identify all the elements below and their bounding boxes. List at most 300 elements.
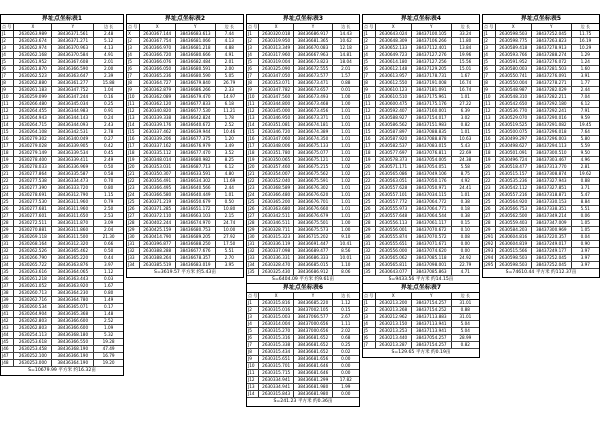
header-x: X (14, 24, 52, 30)
y-coordinate: 38436347.244 (52, 94, 94, 100)
table-row (483, 255, 599, 262)
x-coordinate: 2630612.148 (376, 66, 412, 72)
coordinate-table-6 (246, 283, 360, 407)
table-row (1, 59, 123, 66)
point-id: J31 (247, 241, 259, 247)
side-length: 3.95 (224, 262, 234, 267)
point-id: J13 (363, 115, 376, 121)
x-coordinate: 2630598.503 (496, 31, 532, 37)
y-coordinate: 38437112.401 (412, 45, 452, 51)
x-coordinate: 2630315.016 (259, 307, 294, 313)
table-row (1, 318, 123, 325)
x-coordinate: 2630264.455 (14, 108, 52, 114)
table-header (1, 24, 123, 31)
y-coordinate: 38436680.753 (176, 227, 216, 233)
x-coordinate: 2630499.297 (496, 136, 532, 142)
side-length: 0.10 (460, 227, 470, 232)
point-id: J20 (247, 164, 259, 170)
table-row (1, 290, 123, 297)
side-length: 5.43 (460, 143, 470, 148)
side-length: 8.75 (460, 171, 470, 176)
point-id: J5 (127, 59, 140, 65)
y-coordinate: 38436691.447 (294, 241, 332, 247)
side-length: 5.04 (460, 328, 470, 333)
x-coordinate: 2630564.920 (496, 199, 532, 205)
side-length: 3.97 (580, 255, 590, 260)
x-coordinate: 2630254.113 (14, 332, 52, 338)
y-coordinate: 38437154.257 (412, 300, 452, 306)
point-id: J14 (247, 391, 259, 397)
x-coordinate: 2630262.803 (14, 325, 52, 331)
point-id: J17 (483, 143, 496, 149)
y-coordinate: 38436686.912 (294, 269, 332, 275)
y-coordinate: 38436675.215 (294, 164, 332, 170)
table-row (1, 66, 123, 73)
table-row (1, 150, 123, 157)
table-row (247, 241, 359, 248)
table-row (127, 73, 243, 80)
table-row (247, 363, 359, 370)
x-coordinate: 2630613.957 (376, 73, 412, 79)
table-row (363, 199, 479, 206)
point-id: J44 (1, 332, 14, 338)
table-row (247, 192, 359, 199)
y-coordinate: 38437278.913 (532, 45, 572, 51)
point-id: J30 (127, 234, 140, 240)
side-length: 1.01 (341, 199, 351, 204)
x-coordinate: 2630262.974 (14, 45, 52, 51)
table-row (127, 234, 243, 241)
y-coordinate: 38437127.256 (412, 59, 452, 65)
table-row (247, 115, 359, 122)
x-coordinate: 2630563.051 (376, 178, 412, 184)
point-id: J21 (127, 171, 140, 177)
point-id: J28 (363, 220, 376, 226)
y-coordinate: 38436365.071 (52, 304, 94, 310)
side-length: 1.48 (103, 311, 114, 316)
y-coordinate: 38437085.118 (412, 255, 452, 261)
x-coordinate: 2630367.144 (140, 31, 176, 37)
x-coordinate: 2630314.004 (259, 321, 294, 327)
table-row (1, 80, 123, 87)
table-row (1, 283, 123, 290)
point-id: J43 (1, 325, 14, 331)
side-length: 2.53 (103, 213, 114, 218)
point-id: J21 (363, 171, 376, 177)
table-row (363, 108, 479, 115)
x-coordinate: 2630648.309 (376, 38, 412, 44)
side-length: 1.01 (341, 185, 351, 190)
x-coordinate: 2630313.349 (259, 45, 294, 51)
point-id: J47 (1, 353, 14, 359)
table-row (127, 31, 243, 38)
point-id: J42 (1, 318, 14, 324)
side-length: 0.44 (103, 255, 114, 260)
y-coordinate: 38436681.365 (294, 38, 332, 44)
y-coordinate: 38437327.851 (532, 185, 572, 191)
side-length: 0.88 (460, 307, 470, 312)
point-id: J40 (1, 304, 14, 310)
x-coordinate: 2630498.627 (496, 143, 532, 149)
y-coordinate: 38437106.266 (412, 38, 452, 44)
y-coordinate: 38437220.357 (532, 234, 572, 240)
y-coordinate: 38437288.274 (532, 52, 572, 58)
x-coordinate: 2630548.310 (496, 94, 532, 100)
table-row (363, 143, 479, 150)
side-length: 9.50 (580, 150, 590, 155)
header-x: X (496, 24, 532, 30)
x-coordinate: 2630340.820 (140, 108, 176, 114)
x-coordinate: 2630277.864 (14, 171, 52, 177)
table-row (483, 136, 599, 143)
side-length: 1.01 (341, 143, 351, 148)
side-length: 1.57 (341, 73, 351, 78)
x-coordinate: 2630339.206 (140, 136, 176, 142)
y-coordinate: 38437278.271 (532, 80, 572, 86)
header-dist: 边 长 (224, 24, 234, 29)
side-length: 5.05 (224, 73, 234, 78)
table-row (247, 262, 359, 269)
side-length: 1.00 (341, 227, 351, 232)
y-coordinate: 38437252.045 (532, 31, 572, 37)
table-row (1, 255, 123, 262)
point-id: J31 (127, 241, 140, 247)
x-coordinate: 2630315.843 (259, 391, 294, 397)
header-x: X (259, 293, 294, 299)
y-coordinate: 38436677.470 (176, 150, 216, 156)
table-row (363, 150, 479, 157)
side-length: 2.01 (341, 66, 351, 71)
header-y: Y (176, 24, 216, 30)
point-id: J15 (483, 129, 496, 135)
y-coordinate: 38437191.008 (412, 80, 452, 86)
table-row (127, 213, 243, 220)
table-header (483, 24, 599, 31)
point-id: J41 (1, 311, 14, 317)
table-row (363, 300, 479, 307)
x-coordinate: 2630317.960 (259, 52, 294, 58)
x-coordinate: 2630315.434 (259, 349, 294, 355)
table-row (363, 234, 479, 241)
point-id: J30 (1, 234, 14, 240)
point-id: J6 (483, 66, 496, 72)
table-row (1, 346, 123, 353)
x-coordinate: 2630264.108 (14, 129, 52, 135)
point-id: J26 (363, 206, 376, 212)
table-row (127, 178, 243, 185)
table-row (483, 241, 599, 248)
table-row (1, 143, 123, 150)
table-row (483, 157, 599, 164)
y-coordinate: 38436681.646 (294, 363, 332, 369)
side-length: 19.28 (102, 339, 115, 344)
side-length: 11.21 (223, 108, 236, 113)
side-length: 6.12 (224, 164, 234, 169)
table-row (1, 220, 123, 227)
y-coordinate: 38436683.613 (176, 31, 216, 37)
x-coordinate: 2630592.407 (376, 108, 412, 114)
header-no: 点 号 (248, 24, 258, 29)
table-row (363, 87, 479, 94)
y-coordinate: 38437064.771 (412, 206, 452, 212)
table-row (363, 178, 479, 185)
x-coordinate: 2630362.120 (140, 101, 176, 107)
y-coordinate: 38436681.218 (176, 45, 216, 51)
point-id: J5 (247, 59, 259, 65)
side-length: 17.50 (223, 241, 236, 246)
header-dist: 边 长 (341, 24, 351, 29)
point-id: J33 (363, 255, 376, 261)
y-coordinate: 38437088.878 (412, 136, 452, 142)
point-id: J11 (483, 101, 496, 107)
area-summary: S=129.65 平方米 约0.19亩 (391, 350, 451, 355)
point-id: J3 (247, 314, 259, 320)
side-length: 10.41 (339, 241, 352, 246)
point-id: J294 (483, 255, 496, 261)
table-row (247, 220, 359, 227)
point-id: J1 (1, 31, 14, 37)
point-id: J4 (247, 321, 259, 327)
point-id: J1 (483, 31, 496, 37)
point-id: J3 (247, 45, 259, 51)
table-title: 界址点坐标表5 (483, 15, 599, 24)
x-coordinate: 2630501.091 (496, 150, 532, 156)
side-length: 1.02 (341, 157, 351, 162)
x-coordinate: 2630366.480 (259, 192, 294, 198)
point-id: J10 (127, 94, 140, 100)
point-id: J9 (483, 87, 496, 93)
x-coordinate: 2630548.987 (496, 87, 532, 93)
x-coordinate: 2630643.024 (376, 31, 412, 37)
table-row (363, 73, 479, 80)
side-length: 0.00 (341, 363, 351, 368)
table-row (483, 185, 599, 192)
side-length: 10.46 (223, 129, 236, 134)
y-coordinate: 38437070.672 (412, 227, 452, 233)
side-length: 2.67 (341, 314, 351, 319)
point-id: J35 (1, 269, 14, 275)
table-row (247, 321, 359, 328)
y-coordinate: 38436640.449 (176, 192, 216, 198)
y-coordinate: 38436363.920 (52, 283, 94, 289)
y-coordinate: 38437349.214 (532, 213, 572, 219)
coordinate-table-2 (126, 14, 244, 278)
table-row (127, 66, 243, 73)
side-length: 28.99 (459, 335, 472, 340)
table-header (127, 24, 243, 31)
side-length: 2.81 (580, 164, 590, 169)
y-coordinate: 38437338.351 (532, 206, 572, 212)
y-coordinate: 38437050.176 (412, 178, 452, 184)
x-coordinate: 2630261.052 (14, 283, 52, 289)
point-id: J24 (1, 192, 14, 198)
table-row (1, 87, 123, 94)
table-row (483, 213, 599, 220)
point-id: J8 (127, 80, 140, 86)
y-coordinate: 38436336.969 (52, 164, 94, 170)
header-x: X (376, 293, 412, 299)
x-coordinate: 2630261.218 (14, 276, 52, 282)
point-id: J5 (1, 59, 14, 65)
table-row (483, 52, 599, 59)
side-length: 33.24 (459, 31, 472, 36)
table-row (363, 213, 479, 220)
side-length: 1.24 (580, 59, 590, 64)
y-coordinate: 38437313.770 (532, 164, 572, 170)
point-id: J13 (1, 115, 14, 121)
y-coordinate: 38436681.066 (176, 38, 216, 44)
table-row (247, 38, 359, 45)
side-length: 0.02 (341, 349, 351, 354)
table-row (1, 206, 123, 213)
side-length: 4.96 (580, 157, 590, 162)
y-coordinate: 38437308.874 (532, 171, 572, 177)
table-row (363, 115, 479, 122)
point-id: J33 (247, 255, 259, 261)
header-dist: 边 长 (580, 24, 590, 29)
table-row (247, 342, 359, 349)
table-row (247, 87, 359, 94)
point-id: J292 (483, 241, 496, 247)
x-coordinate: 2630604.816 (496, 234, 532, 240)
point-id: J33 (1, 255, 14, 261)
x-coordinate: 2630347.560 (259, 94, 294, 100)
x-coordinate: 2630346.720 (259, 129, 294, 135)
side-length: 10.00 (223, 227, 236, 232)
x-coordinate: 2630259.099 (14, 94, 52, 100)
side-length: 47.49 (102, 346, 115, 351)
y-coordinate: 38437076.811 (412, 150, 452, 156)
table-row (483, 192, 599, 199)
point-id: J28 (483, 220, 496, 226)
table-row (483, 115, 599, 122)
header-y: Y (294, 24, 332, 30)
x-coordinate: 2630586.562 (376, 122, 412, 128)
y-coordinate: 38437303.467 (532, 157, 572, 163)
x-coordinate: 2630277.530 (14, 199, 52, 205)
x-coordinate: 2630562.500 (496, 213, 532, 219)
side-length: 1.60 (580, 66, 590, 71)
x-coordinate: 2630515.157 (496, 171, 532, 177)
area-summary: S=3619.57 平方米 约5.43亩 (154, 270, 216, 275)
x-coordinate: 2630342.511 (259, 213, 294, 219)
point-id: J34 (247, 262, 259, 268)
point-id: J24 (247, 192, 259, 198)
point-id: J28 (247, 220, 259, 226)
table-row (127, 206, 243, 213)
side-length: 1.01 (341, 213, 351, 218)
x-coordinate: 2630279.028 (14, 143, 52, 149)
x-coordinate: 2630550.741 (496, 73, 532, 79)
header-x: X (140, 24, 176, 30)
x-coordinate: 2630571.171 (376, 164, 412, 170)
side-length: 0.00 (341, 356, 351, 361)
table-row (363, 255, 479, 262)
side-length: 14.97 (223, 94, 236, 99)
table-row (127, 45, 243, 52)
point-id: J19 (483, 157, 496, 163)
point-id: J16 (127, 136, 140, 142)
x-coordinate: 2630366.720 (140, 52, 176, 58)
table-row (483, 73, 599, 80)
point-id: J12 (247, 108, 259, 114)
x-coordinate: 2630366.076 (140, 59, 176, 65)
point-id: J32 (247, 248, 259, 254)
x-coordinate: 2630557.101 (376, 192, 412, 198)
table-row (483, 129, 599, 136)
side-length: 0.91 (103, 108, 114, 113)
area-summary: S=9433.56 平方米 约14.15亩 (388, 277, 454, 282)
y-coordinate: 38437282.029 (532, 87, 572, 93)
table-row (363, 129, 479, 136)
y-coordinate: 38436366.550 (52, 339, 94, 345)
y-coordinate: 38436663.103 (176, 213, 216, 219)
y-coordinate: 38436342.531 (52, 129, 94, 135)
x-coordinate: 2630319.950 (259, 38, 294, 44)
side-length: 0.15 (341, 307, 351, 312)
table-row (1, 157, 123, 164)
table-row (363, 227, 479, 234)
y-coordinate: 38436675.121 (294, 157, 332, 163)
x-coordinate: 2630270.881 (14, 227, 52, 233)
point-id: J24 (127, 192, 140, 198)
table-row (1, 94, 123, 101)
table-row (1, 213, 123, 220)
table-row (247, 94, 359, 101)
side-length: 1.01 (341, 108, 351, 113)
x-coordinate: 2630337.162 (140, 143, 176, 149)
y-coordinate: 38436344.093 (52, 122, 94, 128)
x-coordinate: 2630351.780 (259, 150, 294, 156)
point-id: J26 (247, 206, 259, 212)
side-length: 1.01 (224, 192, 234, 197)
x-coordinate: 2630347.782 (259, 87, 294, 93)
header-x: X (376, 24, 412, 30)
table-row (247, 370, 359, 377)
side-length: 16.79 (102, 353, 115, 358)
y-coordinate: 38437292.241 (532, 108, 572, 114)
side-length: 15.88 (102, 80, 115, 85)
table-row (247, 335, 359, 342)
table-row (247, 45, 359, 52)
table-row (363, 164, 479, 171)
x-coordinate: 2630598.503 (496, 262, 532, 268)
table-row (127, 101, 243, 108)
side-length: 3.02 (460, 115, 470, 120)
y-coordinate: 38436677.833 (176, 101, 216, 107)
table-row (247, 80, 359, 87)
y-coordinate: 38437347.009 (532, 220, 572, 226)
table-row (1, 192, 123, 199)
x-coordinate: 2630263.989 (14, 31, 52, 37)
table-row (127, 59, 243, 66)
y-coordinate: 38436366.190 (52, 353, 94, 359)
side-length: 19.20 (102, 360, 115, 365)
point-id: J22 (247, 178, 259, 184)
point-id: J23 (1, 185, 14, 191)
y-coordinate: 38436633.591 (176, 171, 216, 177)
x-coordinate: 2630414.790 (140, 234, 176, 240)
x-coordinate: 2630577.697 (376, 150, 412, 156)
side-length: 10.29 (579, 45, 592, 50)
y-coordinate: 38436685.015 (294, 262, 332, 268)
side-length: 4.71 (460, 269, 470, 274)
point-id: J34 (363, 262, 376, 268)
x-coordinate: 2630347.060 (259, 136, 294, 142)
x-coordinate: 2630325.430 (259, 269, 294, 275)
y-coordinate: 38437276.091 (532, 73, 572, 79)
side-length: 0.00 (460, 241, 470, 246)
